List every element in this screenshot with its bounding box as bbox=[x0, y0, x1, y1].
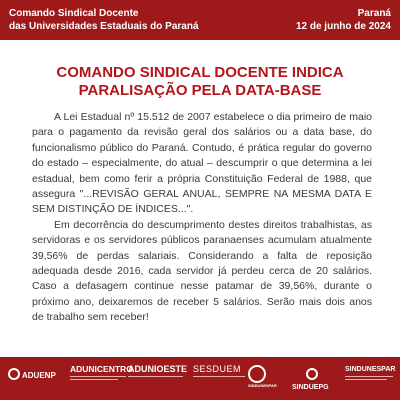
logo-adunicentro: ADUNICENTRO bbox=[70, 365, 133, 391]
logo-aduenp: ADUENP bbox=[8, 365, 56, 391]
article-body bbox=[32, 110, 372, 326]
logo-sindunespar-emblem: SINDUNESPAR bbox=[248, 365, 277, 391]
sindunespar-emblem-icon bbox=[248, 365, 266, 383]
publication-date: 12 de junho de 2024 bbox=[295, 20, 391, 32]
adunicentro-subtitle-lines bbox=[70, 376, 133, 380]
paragraph-2: Em decorrência do descumprimento destes direitos trabalhistas, as servidoras e os servidores públicos paranaenses acumulam atualmente 39,56% de perdas salariais. Considerando a falta de reposição adequada desde 2016, cada servidor já perdeu cerca de 20 salários. Caso a defasagem continue nesse patamar de 39,56%, durante o próximo ano, deixaremos de receber 5 salários. Serão mais dois anos de trabalho sem receber! bbox=[32, 218, 372, 324]
logo-sindunespar: SINDUNESPAR bbox=[345, 365, 395, 391]
logo-sesduem: SESDUEM bbox=[193, 365, 245, 391]
footer-logo-bar bbox=[0, 357, 400, 400]
header-bar bbox=[0, 0, 400, 40]
organization-name bbox=[9, 8, 199, 33]
paragraph-1: A Lei Estadual nº 15.512 de 2007 estabelece o dia primeiro de maio para o pagamento da revisão geral dos salários ou a data base, do funcionalismo público do Paraná. Contudo, é prática regular do governo do estado – especialmente, do atual – descumprir o que determina a lei estadual, bem como ferir a própria Constituição Federal de 1988, que assegura "...REVISÃO GERAL ANUAL, SEMPRE NA MESMA DATA E SEM DISTINÇÃO DE ÍNDICES...". bbox=[32, 111, 372, 216]
logo-sinduepg: SINDUEPG bbox=[292, 365, 329, 391]
page-title bbox=[20, 64, 380, 100]
sindunespar-subtitle-lines bbox=[345, 376, 395, 380]
title-line-1: COMANDO SINDICAL DOCENTE INDICA bbox=[56, 64, 344, 81]
adunioeste-subtitle-lines bbox=[128, 376, 187, 377]
aduenp-emblem-icon bbox=[8, 368, 20, 380]
location-date bbox=[296, 8, 391, 33]
sesduem-subtitle-lines bbox=[193, 376, 245, 377]
title-line-2: PARALISAÇÃO PELA DATA-BASE bbox=[78, 82, 322, 99]
location: Paraná bbox=[357, 8, 391, 19]
organization-line-1: Comando Sindical Docente bbox=[9, 8, 139, 19]
logo-adunioeste: ADUNIOESTE bbox=[128, 365, 187, 391]
organization-line-2: das Universidades Estaduais do Paraná bbox=[9, 20, 199, 32]
sinduepg-emblem-icon bbox=[306, 368, 318, 380]
